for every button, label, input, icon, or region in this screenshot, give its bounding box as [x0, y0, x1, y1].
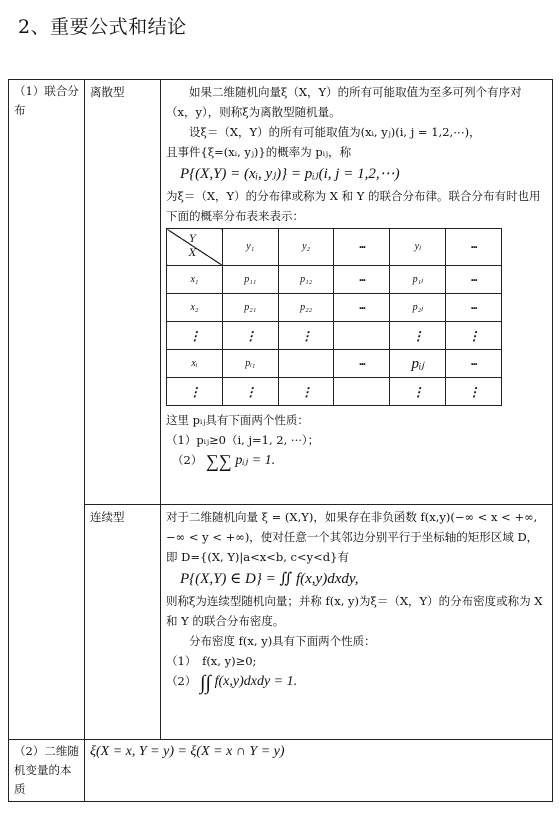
header-cell: ··· [446, 229, 502, 266]
property-sum-formula: pᵢⱼ = 1. [235, 453, 276, 468]
prob-cell: ··· [334, 294, 390, 322]
distribution-law-text: 为ξ＝（X，Y）的分布律或称为 X 和 Y 的联合分布律。联合分布有时也用下面的概率分布表来表示： [166, 189, 541, 223]
double-sum-symbol: ∑∑ [205, 451, 232, 471]
prob-cell: p₁₁ [222, 266, 278, 294]
density-properties-intro: 分布密度 f(x, y)具有下面两个性质： [189, 634, 376, 648]
type-continuous: 连续型 [85, 505, 161, 740]
property-nonnegative: （1）pᵢⱼ≥0（i, j=1, 2, ···）； [166, 433, 320, 447]
properties-intro: 这里 pᵢⱼ具有下面两个性质： [166, 413, 309, 427]
header-cell: y₂ [278, 229, 334, 266]
prob-cell: ⋮ [446, 322, 502, 350]
prob-cell: ··· [446, 294, 502, 322]
essence-content [85, 740, 553, 802]
property-sum [172, 450, 547, 471]
corner-y-label: Y [189, 234, 196, 245]
prob-table-row [167, 378, 502, 406]
distribution-law-formula: P{(X,Y) = (xᵢ, yⱼ)} = pᵢⱼ(i, j = 1,2,⋯) [180, 166, 400, 182]
density-integral-label: （2） [166, 674, 197, 688]
prob-table-row [167, 266, 502, 294]
prob-cell: pᵢⱼ [390, 350, 446, 378]
prob-table-corner [167, 229, 223, 266]
prob-cell: p₂ⱼ [390, 294, 446, 322]
prob-cell: ⋮ [390, 378, 446, 406]
density-property-integral [166, 671, 547, 693]
prob-cell: ⋮ [446, 378, 502, 406]
prob-cell: p₂₁ [222, 294, 278, 322]
density-probability-formula: P{(X,Y) ∈ D} = ∬ f(x,y)dxdy, [180, 571, 359, 587]
prob-cell: ⋮ [390, 322, 446, 350]
prob-cell: ⋮ [167, 378, 223, 406]
prob-cell: ⋮ [278, 378, 334, 406]
prob-cell: ··· [446, 350, 502, 378]
prob-cell: ··· [334, 350, 390, 378]
discrete-values-sentence: 设ξ＝（X，Y）的所有可能取值为(xᵢ, yⱼ)(i, j = 1,2,⋯)， [189, 125, 481, 139]
prob-table-header [167, 229, 502, 266]
continuous-definition: 对于二维随机向量 ξ = (X,Y)，如果存在非负函数 f(x,y)(−∞ < x < +∞, −∞ < y < +∞)，使对任意一个其邻边分别平行于坐标轴的矩形区域 D，即 D={(X, Y)|a<x<b, c<y<d}有 [166, 510, 539, 564]
prob-cell [278, 350, 334, 378]
section-joint-distribution: （1）联合分布 [9, 80, 85, 740]
joint-distribution-row [9, 80, 553, 505]
property-sum-label: （2） [172, 453, 203, 467]
density-integral-formula: f(x,y)dxdy = 1. [214, 674, 298, 689]
prob-cell: ⋮ [167, 322, 223, 350]
prob-cell: p₂₂ [278, 294, 334, 322]
formula-table [8, 79, 553, 802]
probability-table [166, 228, 502, 406]
prob-cell: xᵢ [167, 350, 223, 378]
continuous-row [9, 505, 553, 740]
discrete-content [161, 80, 553, 505]
density-property-nonnegative: （1） f(x, y)≥0; [166, 654, 257, 668]
prob-cell: ⋮ [222, 378, 278, 406]
double-integral-symbol: ∫∫ [199, 672, 211, 694]
prob-cell: p₁ⱼ [390, 266, 446, 294]
prob-cell: ⋮ [278, 322, 334, 350]
section-essence: （2）二维随机变量的本质 [9, 740, 85, 802]
continuous-content [161, 505, 553, 740]
prob-cell: ··· [334, 266, 390, 294]
essence-row [9, 740, 553, 802]
prob-cell [334, 378, 390, 406]
prob-cell [334, 322, 390, 350]
prob-cell: x₁ [167, 266, 223, 294]
prob-cell: x₂ [167, 294, 223, 322]
page-heading: 2、重要公式和结论 [18, 16, 187, 38]
header-cell: yⱼ [390, 229, 446, 266]
prob-cell: ⋮ [222, 322, 278, 350]
continuous-conclusion: 则称ξ为连续型随机向量；并称 f(x, y)为ξ＝（X，Y）的分布密度或称为 X 和 Y 的联合分布密度。 [166, 594, 543, 628]
discrete-event-sentence: 且事件{ξ=(xᵢ, yⱼ)}的概率为 pᵢⱼ，称 [166, 145, 352, 159]
essence-formula: ξ(X = x, Y = y) = ξ(X = x ∩ Y = y) [90, 744, 285, 759]
corner-x-label: X [189, 248, 197, 259]
prob-cell: pᵢ₁ [222, 350, 278, 378]
prob-cell: ··· [446, 266, 502, 294]
type-discrete: 离散型 [85, 80, 161, 505]
header-cell: ··· [334, 229, 390, 266]
discrete-definition: 如果二维随机向量ξ（X，Y）的所有可能取值为至多可列个有序对（x，y），则称ξ为离散型随机量。 [166, 85, 522, 119]
prob-cell: p₁₂ [278, 266, 334, 294]
prob-table-row [167, 350, 502, 378]
prob-table-row [167, 322, 502, 350]
prob-table-row [167, 294, 502, 322]
header-cell: y₁ [222, 229, 278, 266]
